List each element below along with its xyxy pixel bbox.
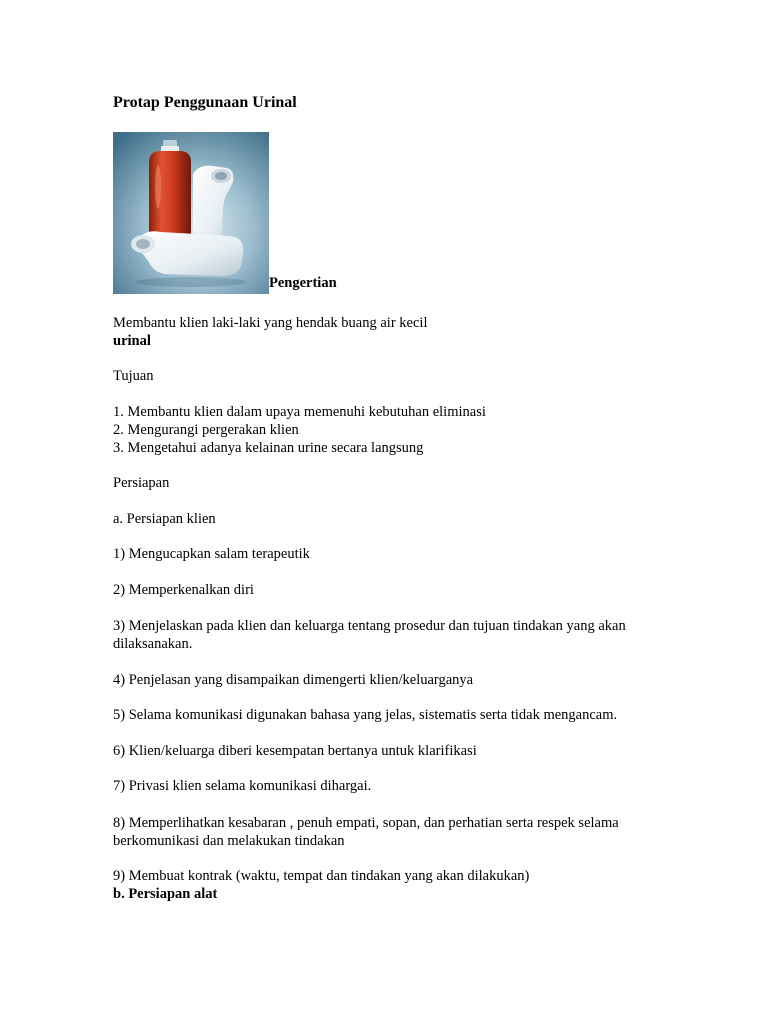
pengertian-text: Membantu klien laki-laki yang hendak buang air kecil xyxy=(113,315,428,331)
pengertian-bold-term: urinal xyxy=(113,332,151,349)
tujuan-heading: Tujuan xyxy=(113,368,154,384)
list-item: 3) Menjelaskan pada klien dan keluarga tentang prosedur dan tujuan tindakan yang akan dilaksanakan. xyxy=(113,618,626,652)
pengertian-heading: Pengertian xyxy=(269,275,337,291)
list-item: 9) Membuat kontrak (waktu, tempat dan tindakan yang akan dilakukan) xyxy=(113,868,530,884)
pengertian-section xyxy=(113,315,673,351)
list-item: 5) Selama komunikasi digunakan bahasa yang jelas, sistematis serta tidak mengancam. xyxy=(113,707,618,723)
persiapan-heading: Persiapan xyxy=(113,475,170,491)
persiapan-alat-heading: b. Persiapan alat xyxy=(113,885,218,902)
tujuan-item: 3. Mengetahui adanya kelainan urine secara langsung xyxy=(113,439,424,456)
tujuan-item: 1. Membantu klien dalam upaya memenuhi kebutuhan eliminasi xyxy=(113,404,486,420)
tujuan-list xyxy=(113,404,673,457)
list-item: 2) Memperkenalkan diri xyxy=(113,582,254,598)
list-item: 7) Privasi klien selama komunikasi dihargai. xyxy=(113,778,372,794)
persiapan-klien-heading: a. Persiapan klien xyxy=(113,511,216,527)
list-item: 1) Mengucapkan salam terapeutik xyxy=(113,546,310,562)
list-item: 6) Klien/keluarga diberi kesempatan bertanya untuk klarifikasi xyxy=(113,743,477,759)
urinal-photo xyxy=(113,132,269,294)
list-item: 8) Memperlihatkan kesabaran , penuh empati, sopan, dan perhatian serta respek selama berkomunikasi dan melakukan tindakan xyxy=(113,815,619,849)
list-item: 4) Penjelasan yang disampaikan dimengerti klien/keluarganya xyxy=(113,672,474,688)
tujuan-item: 2. Mengurangi pergerakan klien xyxy=(113,421,299,438)
document-title: Protap Penggunaan Urinal xyxy=(113,94,297,111)
image-row xyxy=(113,131,337,294)
step-9-and-alat xyxy=(113,868,673,904)
